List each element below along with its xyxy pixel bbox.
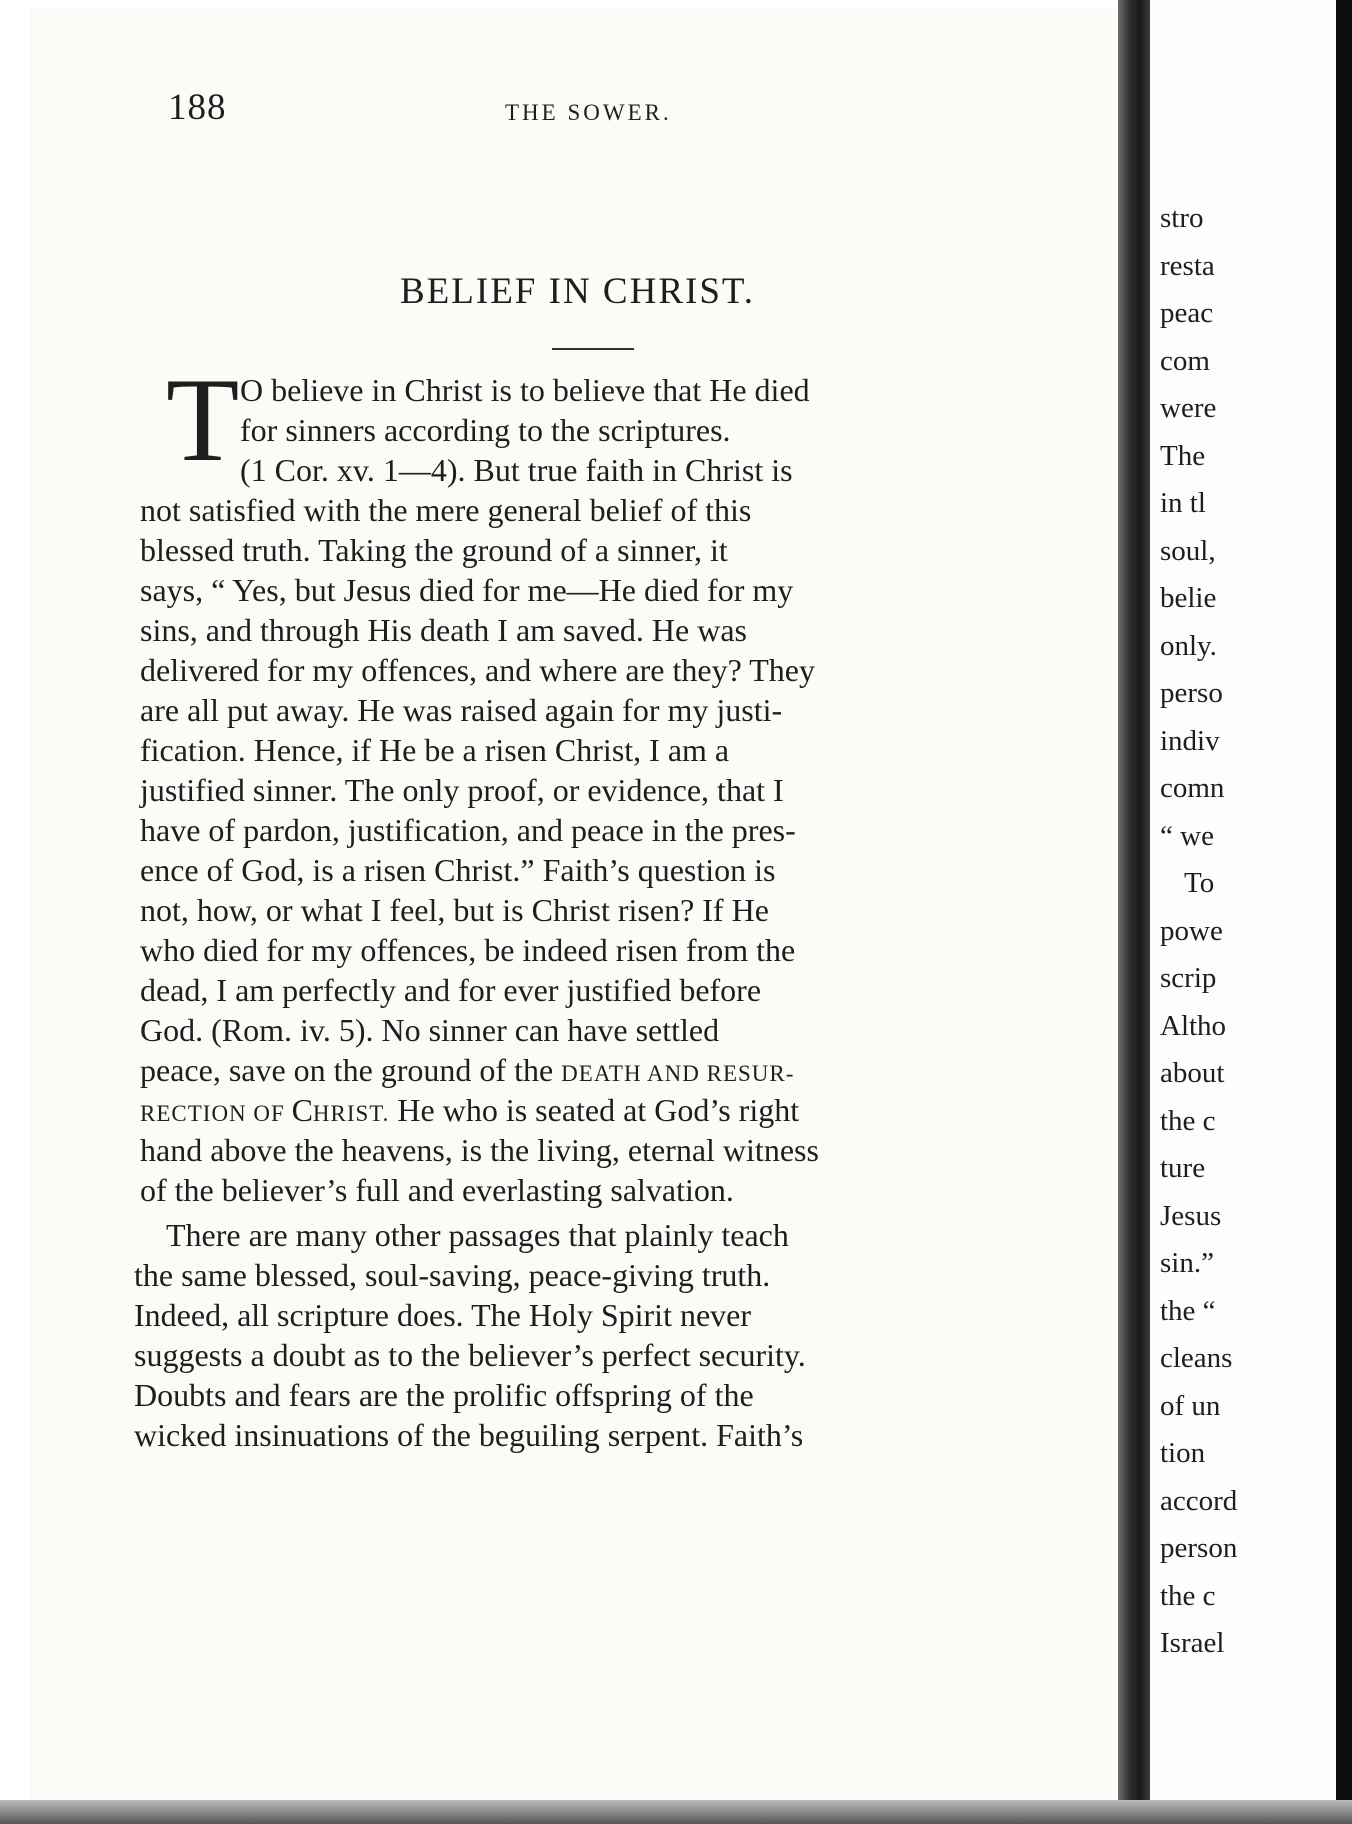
facing-page-line: the c <box>1160 1579 1216 1612</box>
text-line: Indeed, all scripture does. The Holy Spirit never <box>134 1297 752 1333</box>
facing-page-line: resta <box>1160 249 1215 282</box>
facing-page-line: sin.” <box>1160 1247 1214 1279</box>
small-caps-run: HRIST. <box>312 1101 390 1126</box>
text-line <box>140 1050 794 1094</box>
facing-page-line: “ we <box>1160 819 1214 852</box>
text-line: have of pardon, justification, and peace in the pres- <box>140 812 796 848</box>
facing-page-line: comn <box>1160 772 1225 804</box>
text-line: wicked insinuations of the beguiling serpent. Faith’s <box>134 1417 804 1453</box>
facing-page-line: stro <box>1160 202 1204 234</box>
text-line: fication. Hence, if He be a risen Christ, I am a <box>140 732 730 768</box>
text-line: of the believer’s full and everlasting salvation. <box>140 1172 734 1208</box>
running-head: THE SOWER. <box>505 100 672 125</box>
facing-page-line: indiv <box>1160 724 1220 757</box>
facing-page-line: powe <box>1160 914 1223 947</box>
drop-cap: T <box>166 353 240 486</box>
text-line: Doubts and fears are the prolific offspring of the <box>134 1377 754 1413</box>
facing-page-line: soul, <box>1160 534 1216 567</box>
text-line: There are many other passages that plainly teach <box>166 1217 789 1253</box>
facing-page-line: tion <box>1160 1437 1206 1469</box>
right-edge <box>1336 0 1352 1824</box>
facing-page-line: in tl <box>1160 487 1206 519</box>
facing-page-line: ture <box>1160 1152 1206 1184</box>
facing-page-line: about <box>1160 1057 1225 1089</box>
text-line: blessed truth. Taking the ground of a sinner, it <box>140 532 728 568</box>
text-line: are all put away. He was raised again for my justi- <box>140 692 783 728</box>
text-line: the same blessed, soul-saving, peace-giving truth. <box>134 1257 771 1293</box>
facing-page-line: person <box>1160 1532 1238 1564</box>
text-line: God. (Rom. iv. 5). No sinner can have settled <box>140 1012 720 1048</box>
text-line: ence of God, is a risen Christ.” Faith’s question is <box>140 852 776 888</box>
title-rule <box>552 348 634 350</box>
facing-page-line: accord <box>1160 1484 1238 1517</box>
facing-page-line: perso <box>1160 677 1223 709</box>
small-caps-run: DEATH AND RESUR- <box>561 1061 795 1086</box>
page-number: 188 <box>168 87 227 128</box>
text-line: justified sinner. The only proof, or evidence, that I <box>140 772 784 808</box>
text-line: not, how, or what I feel, but is Christ risen? If He <box>140 892 769 928</box>
text-line: O believe in Christ is to believe that He died <box>240 372 810 408</box>
text-line: not satisfied with the mere general belief of this <box>140 492 752 528</box>
small-caps-run: RECTION OF <box>140 1101 292 1126</box>
text-run: peace, save on the ground of the <box>140 1052 562 1088</box>
book-gutter <box>1118 0 1150 1824</box>
text-line <box>140 1090 799 1134</box>
text-line: dead, I am perfectly and for ever justified before <box>140 972 762 1008</box>
facing-page-line: the “ <box>1160 1294 1216 1327</box>
facing-page-line: were <box>1160 392 1217 424</box>
text-line: for sinners according to the scriptures. <box>240 412 731 448</box>
article-title: BELIEF IN CHRIST. <box>400 271 756 312</box>
text-line: delivered for my offences, and where are they? They <box>140 652 815 688</box>
facing-page-line: of un <box>1160 1389 1221 1422</box>
facing-page-line: Altho <box>1160 1009 1227 1042</box>
facing-page-line: cleans <box>1160 1342 1233 1374</box>
facing-page-line: Jesus <box>1160 1199 1222 1232</box>
facing-page-line: belie <box>1160 582 1217 614</box>
text-line: hand above the heavens, is the living, eternal witness <box>140 1132 819 1168</box>
text-line: who died for my offences, be indeed risen from the <box>140 932 796 968</box>
text-line: (1 Cor. xv. 1—4). But true faith in Christ is <box>240 452 793 488</box>
text-run: He who is seated at God’s right <box>389 1092 800 1128</box>
facing-page-line: com <box>1160 344 1210 377</box>
facing-page-line: scrip <box>1160 962 1217 994</box>
facing-page-line: To <box>1184 867 1215 899</box>
facing-page-line: Israel <box>1160 1627 1225 1659</box>
left-margin <box>0 0 30 1824</box>
text-line: sins, and through His death I am saved. He was <box>140 612 747 648</box>
bottom-edge <box>0 1800 1352 1824</box>
facing-page-line: peac <box>1160 297 1214 329</box>
facing-page-line: only. <box>1160 629 1217 662</box>
facing-page-line: The <box>1160 439 1206 472</box>
text-line: suggests a doubt as to the believer’s perfect security. <box>134 1337 806 1373</box>
facing-page-line: the c <box>1160 1104 1216 1137</box>
facing-page <box>1150 0 1352 1824</box>
text-line: says, “ Yes, but Jesus died for me—He died for my <box>140 572 794 608</box>
capital-run: C <box>291 1092 313 1128</box>
